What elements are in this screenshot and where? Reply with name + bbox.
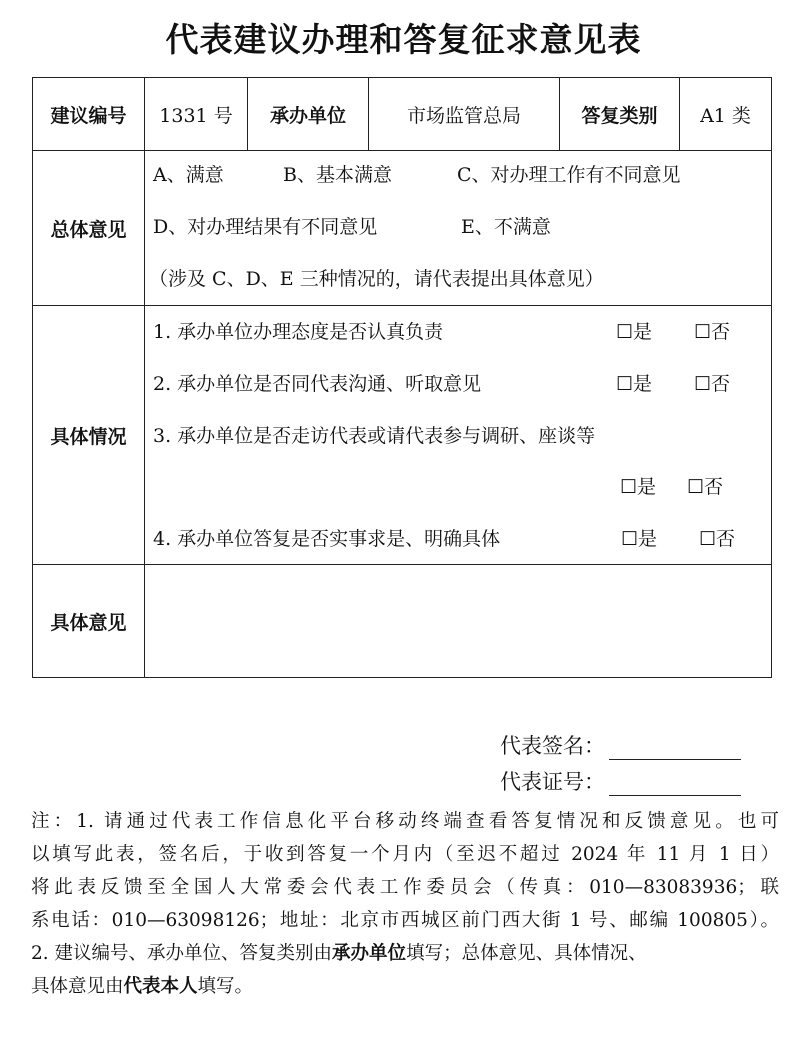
note-text: 具体意见由: [31, 976, 124, 997]
handling-unit-value: 市场监管总局: [406, 104, 521, 127]
signature-label: 代表签名：: [500, 734, 605, 758]
representative-id-row: [500, 766, 741, 796]
note-text: 填写。: [197, 976, 254, 997]
representative-id-label: 代表证号：: [500, 770, 605, 794]
overall-opinion-note: （涉及 C、D、E 三种情况的，请代表提出具体意见）: [149, 268, 604, 290]
q4-no-checkbox[interactable]: ☐否: [699, 528, 736, 550]
overall-opinion-label: 总体意见: [50, 218, 127, 241]
note-text: 2. 建议编号、承办单位、答复类别由: [31, 943, 333, 964]
q3-yes-checkbox[interactable]: ☐是: [620, 476, 657, 498]
option-c-disagree-handling[interactable]: C、对办理工作有不同意见: [457, 164, 681, 186]
option-a-satisfied[interactable]: A、满意: [153, 164, 224, 186]
specific-opinion-label: 具体意见: [50, 611, 127, 634]
question-1: 1. 承办单位办理态度是否认真负责: [153, 321, 444, 343]
notes-section: [31, 805, 779, 1003]
option-d-disagree-result[interactable]: D、对办理结果有不同意见: [153, 216, 378, 238]
note-line: 注：1. 请通过代表工作信息化平台移动终端查看答复情况和反馈意见。也可: [31, 811, 779, 832]
reply-category-value: A1 类: [700, 104, 751, 127]
specific-opinion-input-area[interactable]: [145, 565, 771, 677]
note-line: [31, 937, 779, 970]
reply-category-label: 答复类别: [581, 104, 658, 127]
q1-no-checkbox[interactable]: ☐否: [694, 321, 731, 343]
question-2: 2. 承办单位是否同代表沟通、听取意见: [153, 373, 482, 395]
signature-blank-field[interactable]: [609, 738, 741, 760]
suggestion-number-value: 1331 号: [159, 104, 233, 127]
representative-signature-row: [500, 730, 741, 760]
note-emphasis: 代表本人: [123, 976, 198, 997]
representative-id-blank-field[interactable]: [609, 774, 741, 796]
q2-no-checkbox[interactable]: ☐否: [694, 373, 731, 395]
question-4: 4. 承办单位答复是否实事求是、明确具体: [153, 528, 501, 550]
q4-yes-checkbox[interactable]: ☐是: [621, 528, 658, 550]
form-title: 代表建议办理和答复征求意见表: [165, 20, 642, 59]
note-line: 系电话：010—63098126；地址：北京市西城区前门西大街 1 号、邮编 100805）。: [31, 910, 779, 931]
question-3: 3. 承办单位是否走访代表或请代表参与调研、座谈等: [153, 425, 596, 447]
note-line: [31, 970, 779, 1003]
handling-unit-label: 承办单位: [269, 104, 346, 127]
note-emphasis: 承办单位: [332, 943, 407, 964]
note-text: 填写；总体意见、具体情况、: [406, 943, 647, 964]
note-line: 以填写此表，签名后，于收到答复一个月内（至迟不超过 2024 年 11 月 1 日）: [31, 844, 779, 865]
feedback-form-table: [32, 77, 772, 678]
q2-yes-checkbox[interactable]: ☐是: [616, 373, 653, 395]
q3-no-checkbox[interactable]: ☐否: [687, 476, 724, 498]
q1-yes-checkbox[interactable]: ☐是: [616, 321, 653, 343]
note-line: 将此表反馈至全国人大常委会代表工作委员会（传真：010—83083936；联: [31, 877, 779, 898]
specific-situation-label: 具体情况: [50, 425, 127, 448]
option-b-basically-satisfied[interactable]: B、基本满意: [283, 164, 392, 186]
suggestion-number-label: 建议编号: [50, 104, 127, 127]
option-e-dissatisfied[interactable]: E、不满意: [461, 216, 551, 238]
